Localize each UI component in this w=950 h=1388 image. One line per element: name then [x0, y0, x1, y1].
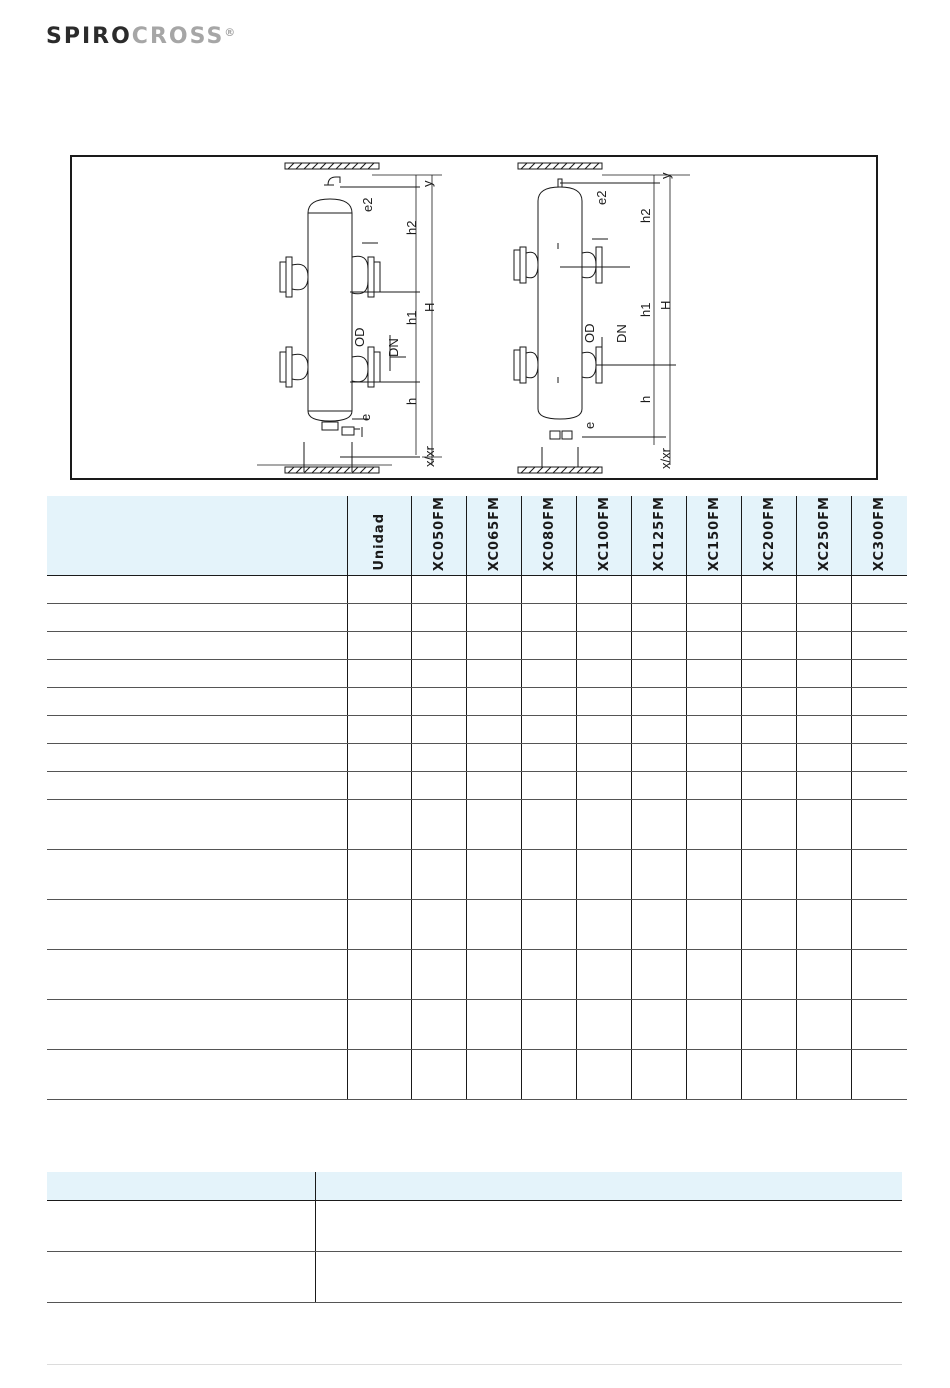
table-cell: [522, 716, 577, 744]
table-cell: [632, 604, 687, 632]
table-cell: [632, 576, 687, 604]
table-cell: [412, 850, 467, 900]
table-cell: [47, 800, 348, 850]
table-cell: [687, 800, 742, 850]
table-cell: [467, 716, 522, 744]
table-cell: [852, 716, 907, 744]
table-cell: [687, 660, 742, 688]
table-cell: [687, 744, 742, 772]
label-h2-right: h2: [638, 208, 653, 223]
header-model: XC300FM: [852, 496, 907, 576]
label-H-right: H: [658, 300, 673, 310]
table-cell: [797, 660, 852, 688]
notes-header-row: [47, 1172, 902, 1201]
table-cell: [412, 772, 467, 800]
table-cell: [577, 632, 632, 660]
table-cell: [797, 744, 852, 772]
table-cell: [47, 688, 348, 716]
table-cell: [47, 850, 348, 900]
table-cell: [467, 1000, 522, 1050]
header-model: XC050FM: [412, 496, 467, 576]
table-cell: [47, 744, 348, 772]
table-cell: [687, 900, 742, 950]
specifications-table: [47, 496, 907, 1100]
table-cell: [742, 950, 797, 1000]
table-cell: [577, 716, 632, 744]
table-cell: [522, 1050, 577, 1100]
table-row: [47, 850, 907, 900]
table-cell: [348, 632, 412, 660]
table-cell: [797, 604, 852, 632]
table-cell: [467, 632, 522, 660]
table-cell: [632, 900, 687, 950]
header-model: XC100FM: [577, 496, 632, 576]
table-cell: [742, 688, 797, 716]
table-cell: [687, 850, 742, 900]
table-cell: [797, 1000, 852, 1050]
table-cell: [467, 772, 522, 800]
table-cell: [348, 800, 412, 850]
table-row: [47, 800, 907, 850]
table-cell: [577, 850, 632, 900]
technical-drawing: [70, 155, 878, 480]
table-cell: [797, 632, 852, 660]
table-cell: [412, 576, 467, 604]
spirocross-logo: SPIROCROSS®: [46, 24, 238, 49]
table-row: [47, 1201, 902, 1252]
label-e2-left: e2: [360, 197, 375, 212]
table-cell: [412, 800, 467, 850]
table-cell: [522, 850, 577, 900]
table-cell: [412, 900, 467, 950]
header-label-cell: [47, 496, 348, 576]
table-cell: [47, 604, 348, 632]
table-cell: [742, 604, 797, 632]
table-row: [47, 632, 907, 660]
table-header-row: [47, 496, 907, 576]
table-cell: [632, 632, 687, 660]
table-cell: [47, 772, 348, 800]
table-cell: [577, 1000, 632, 1050]
table-cell: [632, 716, 687, 744]
table-cell: [577, 1050, 632, 1100]
table-cell: [577, 900, 632, 950]
label-OD-left: OD: [352, 327, 367, 347]
table-cell: [852, 1050, 907, 1100]
header-model: XC200FM: [742, 496, 797, 576]
table-cell: [316, 1252, 903, 1303]
table-cell: [467, 850, 522, 900]
table-cell: [412, 716, 467, 744]
table-cell: [852, 744, 907, 772]
table-cell: [348, 1050, 412, 1100]
table-cell: [467, 950, 522, 1000]
table-cell: [412, 1050, 467, 1100]
table-row: [47, 950, 907, 1000]
table-cell: [522, 772, 577, 800]
notes-header-cell: [47, 1172, 316, 1201]
table-cell: [632, 1000, 687, 1050]
label-DN-right: DN: [614, 324, 629, 343]
table-cell: [47, 716, 348, 744]
table-cell: [632, 772, 687, 800]
table-cell: [577, 744, 632, 772]
table-cell: [742, 716, 797, 744]
table-cell: [467, 688, 522, 716]
table-cell: [742, 744, 797, 772]
table-cell: [852, 950, 907, 1000]
table-cell: [577, 604, 632, 632]
table-cell: [852, 632, 907, 660]
table-cell: [577, 660, 632, 688]
header-unit: Unidad: [348, 496, 412, 576]
table-cell: [687, 576, 742, 604]
table-cell: [632, 850, 687, 900]
header-model: XC125FM: [632, 496, 687, 576]
table-cell: [852, 576, 907, 604]
table-cell: [522, 950, 577, 1000]
table-row: [47, 688, 907, 716]
table-row: [47, 716, 907, 744]
header-model: XC250FM: [797, 496, 852, 576]
label-h-left: h: [404, 397, 419, 405]
table-cell: [577, 772, 632, 800]
table-row: [47, 660, 907, 688]
table-cell: [742, 660, 797, 688]
separator-diagram: [72, 157, 880, 482]
table-cell: [687, 604, 742, 632]
table-cell: [522, 604, 577, 632]
label-h1-right: h1: [638, 302, 653, 317]
table-cell: [412, 744, 467, 772]
table-cell: [348, 716, 412, 744]
table-cell: [632, 800, 687, 850]
table-cell: [522, 632, 577, 660]
table-cell: [348, 604, 412, 632]
table-cell: [852, 850, 907, 900]
table-cell: [852, 688, 907, 716]
table-cell: [47, 950, 348, 1000]
table-cell: [742, 1050, 797, 1100]
table-cell: [47, 1201, 316, 1252]
table-cell: [47, 576, 348, 604]
table-cell: [467, 744, 522, 772]
table-row: [47, 900, 907, 950]
table-cell: [632, 688, 687, 716]
table-cell: [348, 576, 412, 604]
table-row: [47, 744, 907, 772]
header-model: XC080FM: [522, 496, 577, 576]
right-unit-drawing: [514, 163, 690, 473]
label-e-left: e: [358, 413, 373, 421]
table-cell: [852, 772, 907, 800]
table-cell: [797, 688, 852, 716]
table-cell: [467, 576, 522, 604]
table-cell: [467, 1050, 522, 1100]
table-cell: [577, 950, 632, 1000]
table-cell: [797, 800, 852, 850]
table-cell: [412, 604, 467, 632]
table-cell: [687, 1000, 742, 1050]
table-cell: [687, 632, 742, 660]
table-cell: [522, 660, 577, 688]
header-model: XC065FM: [467, 496, 522, 576]
table-cell: [577, 576, 632, 604]
label-h2-left: h2: [404, 220, 419, 235]
label-OD-right: OD: [582, 323, 597, 343]
table-cell: [687, 772, 742, 800]
table-cell: [47, 1252, 316, 1303]
table-cell: [522, 688, 577, 716]
table-cell: [797, 950, 852, 1000]
label-H-left: H: [422, 302, 437, 312]
label-h1-left: h1: [404, 310, 419, 325]
footer-divider: [47, 1364, 902, 1365]
table-row: [47, 1252, 902, 1303]
label-DN-left: DN: [386, 338, 401, 357]
table-cell: [467, 604, 522, 632]
table-cell: [687, 688, 742, 716]
table-cell: [412, 688, 467, 716]
table-cell: [47, 1050, 348, 1100]
table-cell: [412, 660, 467, 688]
header-model: XC150FM: [687, 496, 742, 576]
table-cell: [467, 660, 522, 688]
table-cell: [742, 576, 797, 604]
table-cell: [687, 716, 742, 744]
table-cell: [577, 688, 632, 716]
table-cell: [348, 900, 412, 950]
table-cell: [797, 716, 852, 744]
table-cell: [348, 850, 412, 900]
label-e-right: e: [582, 421, 597, 429]
table-cell: [316, 1201, 903, 1252]
table-cell: [742, 632, 797, 660]
table-row: [47, 1000, 907, 1050]
table-cell: [742, 850, 797, 900]
label-xxr-right: x/xr: [658, 448, 673, 469]
table-cell: [632, 950, 687, 1000]
table-cell: [797, 900, 852, 950]
label-h-right: h: [638, 395, 653, 403]
table-cell: [852, 900, 907, 950]
table-cell: [742, 1000, 797, 1050]
table-cell: [852, 660, 907, 688]
table-cell: [742, 772, 797, 800]
table-cell: [412, 1000, 467, 1050]
table-row: [47, 604, 907, 632]
table-cell: [852, 1000, 907, 1050]
table-cell: [797, 772, 852, 800]
table-cell: [687, 950, 742, 1000]
table-cell: [742, 800, 797, 850]
table-cell: [797, 1050, 852, 1100]
label-y-left: y: [420, 180, 435, 187]
table-cell: [348, 688, 412, 716]
table-row: [47, 1050, 907, 1100]
table-cell: [522, 744, 577, 772]
table-cell: [412, 632, 467, 660]
table-cell: [348, 744, 412, 772]
table-cell: [412, 950, 467, 1000]
notes-header-cell: [316, 1172, 903, 1201]
table-cell: [852, 800, 907, 850]
label-e2-right: e2: [594, 190, 609, 205]
table-cell: [522, 1000, 577, 1050]
table-cell: [467, 900, 522, 950]
table-row: [47, 772, 907, 800]
table-cell: [687, 1050, 742, 1100]
label-xxr-left: x/xr: [422, 446, 437, 467]
table-cell: [632, 744, 687, 772]
table-cell: [47, 660, 348, 688]
table-cell: [797, 850, 852, 900]
table-cell: [47, 632, 348, 660]
table-cell: [522, 800, 577, 850]
table-cell: [47, 1000, 348, 1050]
table-cell: [852, 604, 907, 632]
notes-table: [47, 1172, 902, 1303]
table-cell: [742, 900, 797, 950]
label-y-right: y: [658, 172, 673, 179]
table-cell: [348, 660, 412, 688]
table-cell: [522, 576, 577, 604]
table-cell: [797, 576, 852, 604]
table-cell: [577, 800, 632, 850]
table-cell: [632, 1050, 687, 1100]
table-cell: [47, 900, 348, 950]
table-row: [47, 576, 907, 604]
table-cell: [348, 1000, 412, 1050]
table-cell: [522, 900, 577, 950]
table-cell: [348, 950, 412, 1000]
table-cell: [632, 660, 687, 688]
table-cell: [467, 800, 522, 850]
table-cell: [348, 772, 412, 800]
